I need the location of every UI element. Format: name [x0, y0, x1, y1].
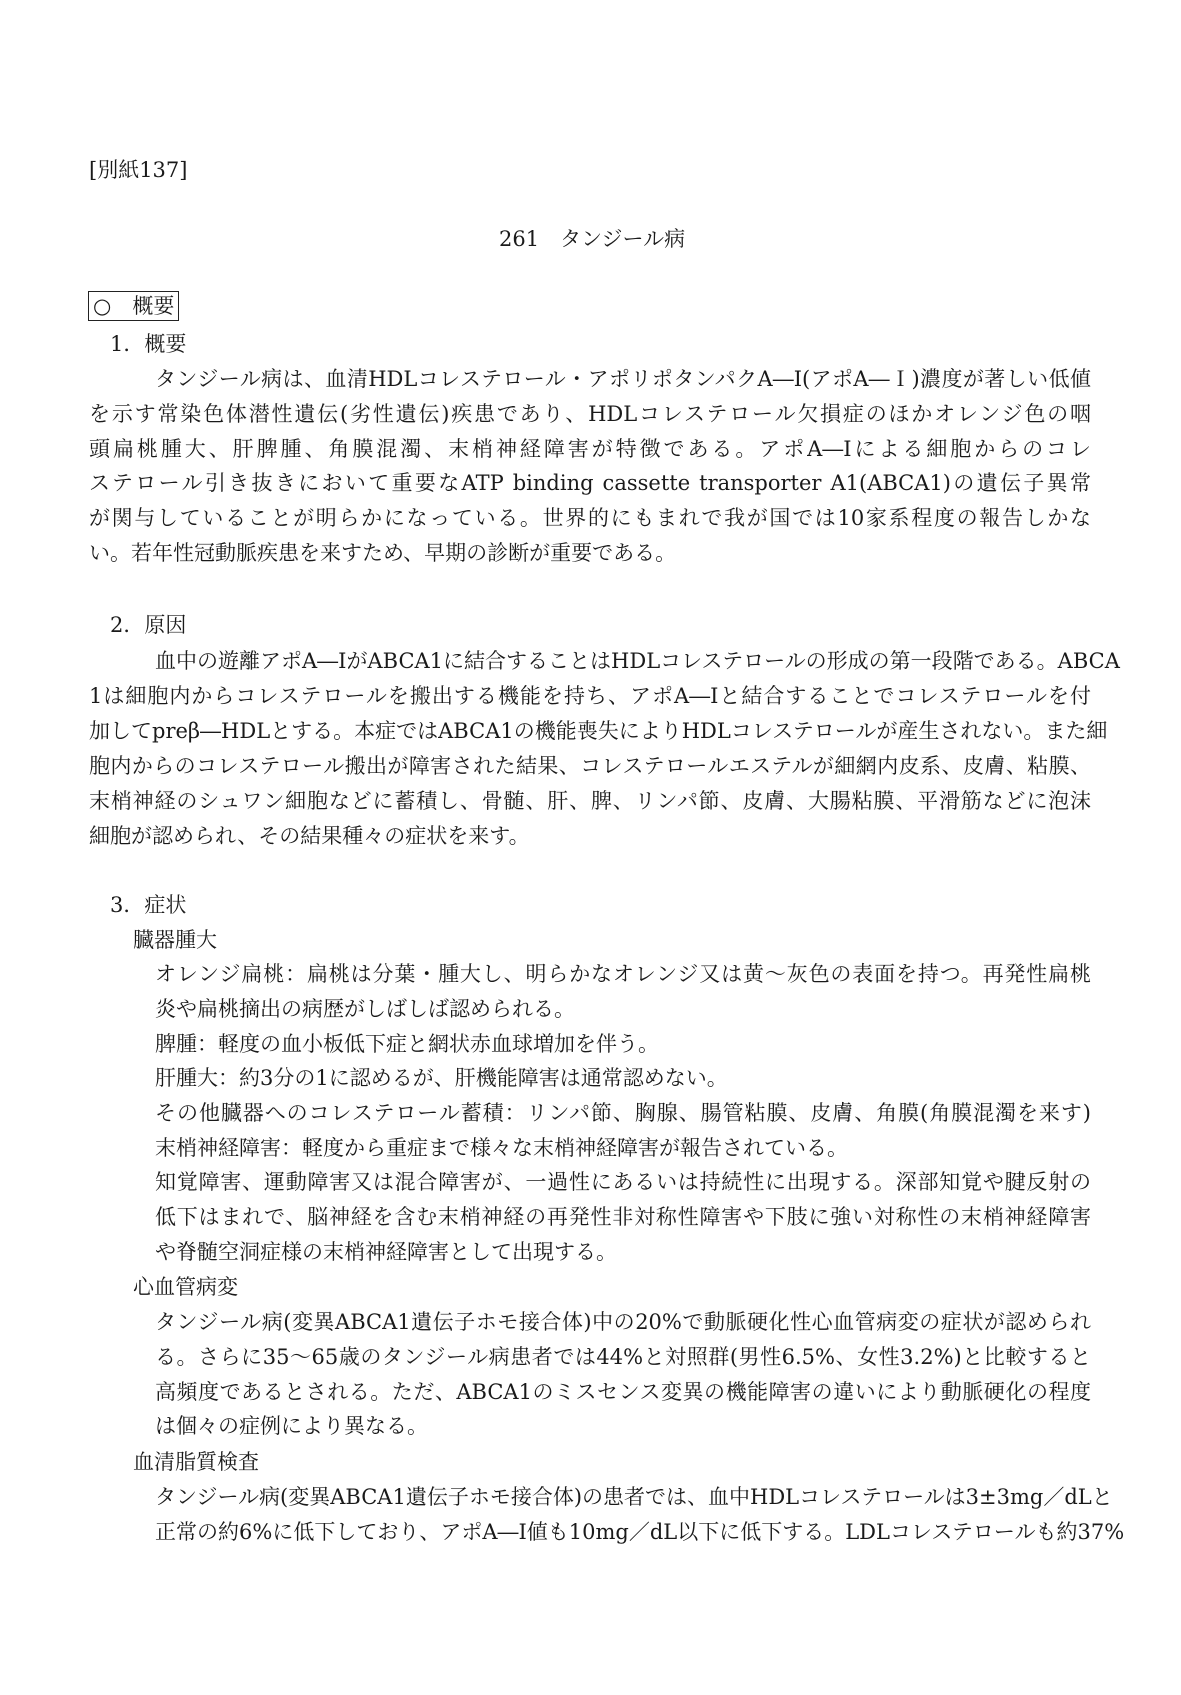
- paragraph-line: る。さらに35～65歳のタンジール病患者では44%と対照群(男性6.5%、女性3.2%)と比較すると: [155, 1345, 1091, 1369]
- paragraph-line: 高頻度であるとされる。ただ、ABCA1のミスセンス変異の機能障害の違いにより動脈硬化の程度: [155, 1380, 1091, 1404]
- paragraph-line: 頭扁桃腫大、肝脾腫、角膜混濁、末梢神経障害が特徴である。アポA―Iによる細胞からのコレ: [89, 437, 1091, 461]
- paragraph-line: タンジール病は、血清HDLコレステロール・アポリポタンパクA―I(アポA―Ｉ)濃度が著しい低値: [155, 367, 1091, 391]
- paragraph-line: 炎や扁桃摘出の病歴がしばしば認められる。: [155, 997, 575, 1021]
- paragraph-line: 低下はまれで、脳神経を含む末梢神経の再発性非対称性障害や下肢に強い対称性の末梢神経障害: [155, 1205, 1091, 1229]
- paragraph-line: 細胞が認められ、その結果種々の症状を来す。: [89, 824, 530, 848]
- paragraph-line: 血中の遊離アポA―IがABCA1に結合することはHDLコレステロールの形成の第一段階である。ABCA: [155, 649, 1120, 673]
- paragraph-line: を示す常染色体潜性遺伝(劣性遺伝)疾患であり、HDLコレステロール欠損症のほかオレンジ色の咽: [89, 402, 1091, 426]
- paragraph-line: 知覚障害、運動障害又は混合障害が、一過性にあるいは持続性に出現する。深部知覚や腱反射の: [155, 1170, 1091, 1194]
- paragraph-line: オレンジ扁桃：扁桃は分葉・腫大し、明らかなオレンジ又は黄～灰色の表面を持つ。再発性扁桃: [155, 962, 1091, 986]
- paragraph-line: 脾腫：軽度の血小板低下症と網状赤血球増加を伴う。: [155, 1032, 659, 1056]
- paragraph-line: や脊髄空洞症様の末梢神経障害として出現する。: [155, 1240, 617, 1264]
- paragraph-line: 加してpreβ―HDLとする。本症ではABCA1の機能喪失によりHDLコレステロールが産生されない。また細: [89, 719, 1108, 743]
- page-label: [別紙137]: [89, 158, 188, 182]
- paragraph-line: い。若年性冠動脈疾患を来すため、早期の診断が重要である。: [89, 541, 677, 565]
- section-2-heading: 2．原因: [110, 613, 187, 637]
- paragraph-line: 正常の約6%に低下しており、アポA―I値も10mg／dL以下に低下する。LDLコレステロールも約37%: [155, 1520, 1125, 1544]
- paragraph-line: が関与していることが明らかになっている。世界的にもまれで我が国では10家系程度の報告しかな: [89, 506, 1091, 530]
- paragraph-line: 1は細胞内からコレステロールを搬出する機能を持ち、アポA―Iと結合することでコレステロールを付: [89, 684, 1091, 708]
- paragraph-line: 末梢神経のシュワン細胞などに蓄積し、骨髄、肝、脾、リンパ節、皮膚、大腸粘膜、平滑筋などに泡沫: [89, 789, 1091, 813]
- paragraph-line: ステロール引き抜きにおいて重要なATP binding cassette transporter A1(ABCA1)の遺伝子異常: [89, 471, 1091, 495]
- paragraph-line: タンジール病(変異ABCA1遺伝子ホモ接合体)中の20%で動脈硬化性心血管病変の症状が認められ: [155, 1310, 1091, 1334]
- subsection-serum-lipid-heading: 血清脂質検査: [133, 1450, 259, 1474]
- paragraph-line: は個々の症例により異なる。: [155, 1414, 428, 1438]
- paragraph-line: 末梢神経障害：軽度から重症まで様々な末梢神経障害が報告されている。: [155, 1136, 848, 1160]
- paragraph-line: 胞内からのコレステロール搬出が障害された結果、コレステロールエステルが細網内皮系、皮膚、粘膜、: [89, 754, 1091, 778]
- overview-box-heading: ○ 概要: [88, 291, 179, 321]
- document-title: 261 タンジール病: [499, 227, 686, 251]
- paragraph-line: その他臓器へのコレステロール蓄積：リンパ節、胸腺、腸管粘膜、皮膚、角膜(角膜混濁を来す): [155, 1101, 1091, 1125]
- subsection-organ-enlargement-heading: 臓器腫大: [133, 928, 217, 952]
- subsection-cardiovascular-heading: 心血管病変: [133, 1275, 238, 1299]
- section-1-heading: 1．概要: [110, 332, 187, 356]
- paragraph-line: 肝腫大：約3分の1に認めるが、肝機能障害は通常認めない。: [155, 1066, 728, 1090]
- paragraph-line: タンジール病(変異ABCA1遺伝子ホモ接合体)の患者では、血中HDLコレステロールは3±3mg／dLと: [155, 1485, 1113, 1509]
- section-3-heading: 3．症状: [110, 893, 187, 917]
